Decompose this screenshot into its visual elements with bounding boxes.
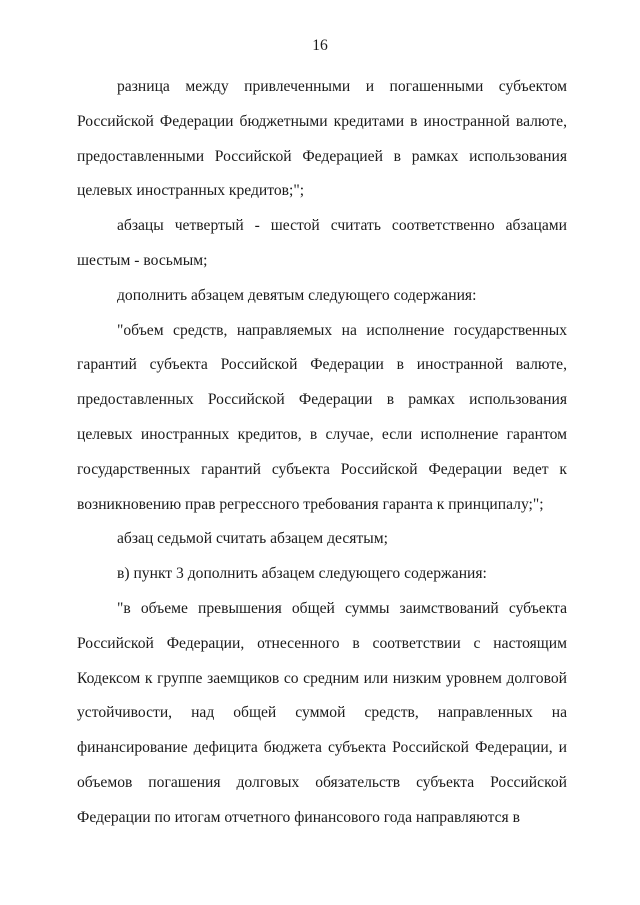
paragraph-4: "объем средств, направляемых на исполнение государственных гарантий субъекта Российской Федерации в иностранной валюте, предоставленных Российской Федерации в рамках использования целевых иностранных кредитов, в случае, если исполнение гарантом государственных гарантий субъекта Российской Федерации ведет к возникновению прав регрессного требования гаранта к принципалу;"; [77, 321, 567, 513]
document-body [77, 70, 567, 836]
paragraph-7: "в объеме превышения общей суммы заимствований субъекта Российской Федерации, отнесенного в соответствии с настоящим Кодексом к группе заемщиков со средним или низким уровнем долговой устойчивости, над общей суммой средств, направленных на финансирование дефицита бюджета субъекта Российской Федерации, и объемов погашения долговых обязательств субъекта Российской Федерации по итогам отчетного финансового года направляются в [77, 599, 567, 826]
paragraph-3: дополнить абзацем девятым следующего содержания: [117, 286, 477, 304]
paragraph-2: абзацы четвертый - шестой считать соответственно абзацами шестым - восьмым; [77, 217, 567, 269]
paragraph-6: в) пункт 3 дополнить абзацем следующего содержания: [117, 565, 487, 583]
paragraph-1: разница между привлеченными и погашенными субъектом Российской Федерации бюджетными кредитами в иностранной валюте, предоставленными Российской Федерацией в рамках использования целевых иностранных кредитов;"; [77, 78, 567, 200]
page-number: 16 [312, 37, 328, 54]
paragraph-5: абзац седьмой считать абзацем десятым; [117, 530, 388, 548]
